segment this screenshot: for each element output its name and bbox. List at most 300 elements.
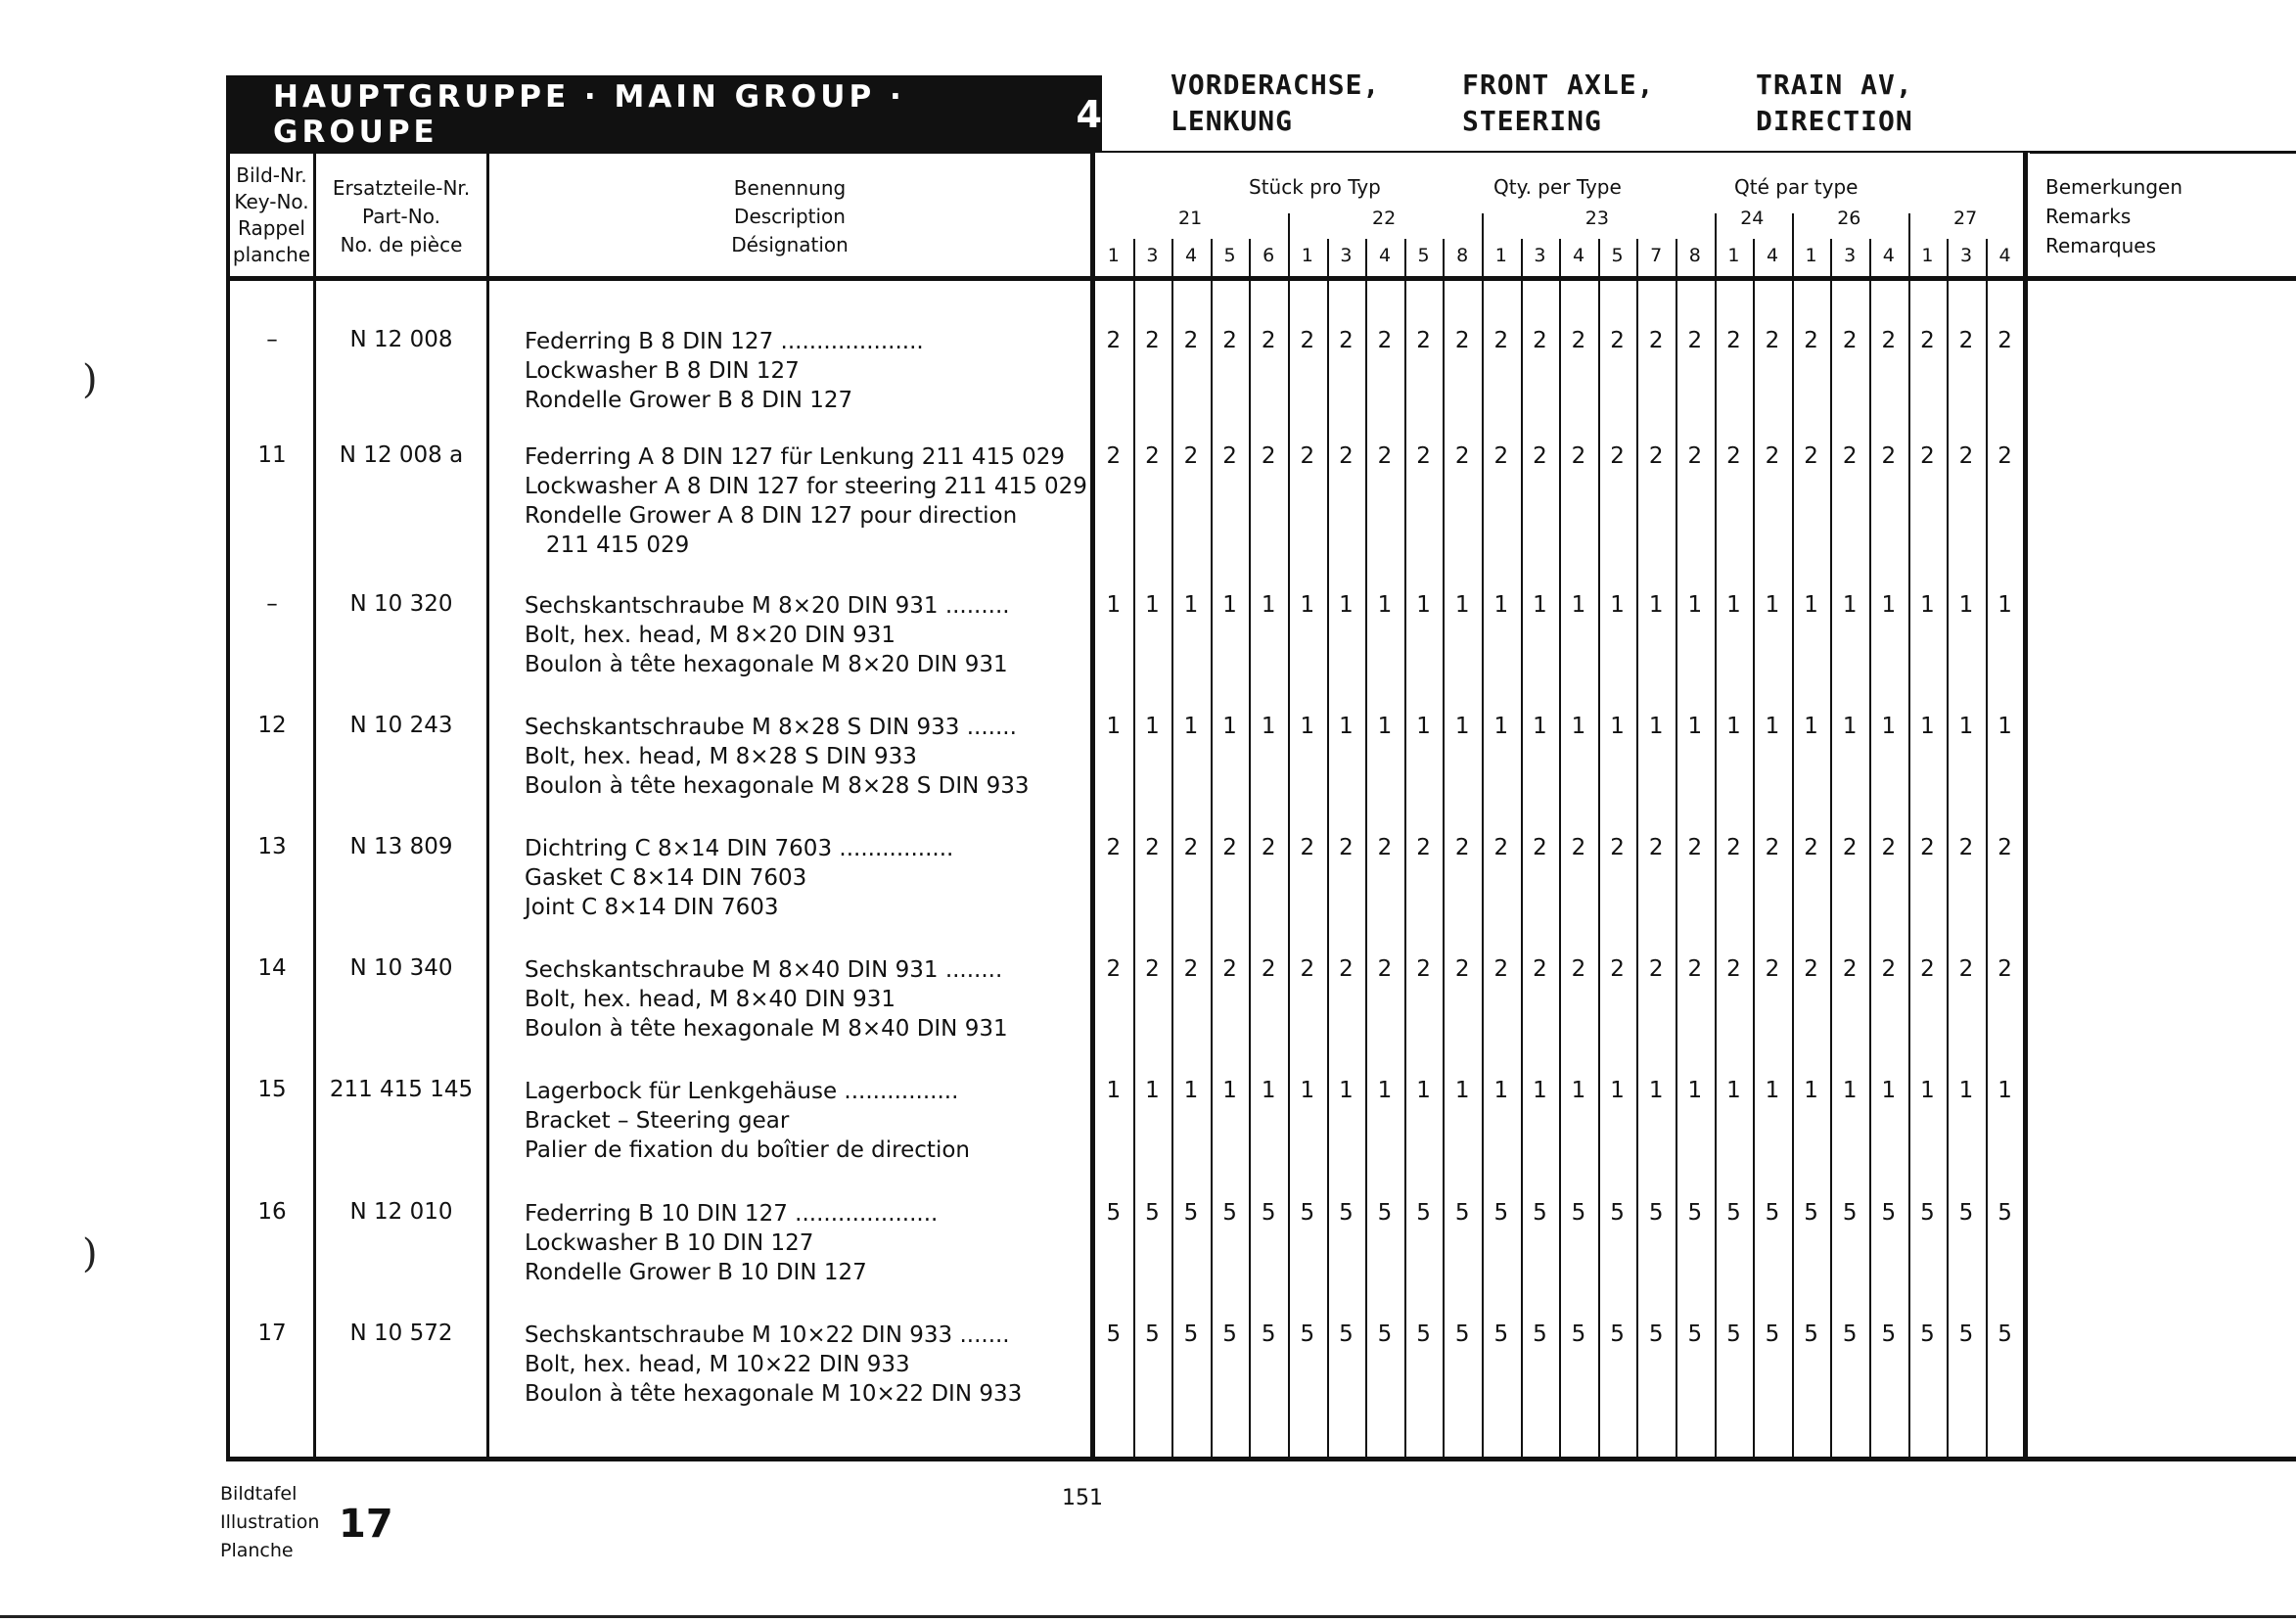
- sub-type-label: 1: [1805, 245, 1817, 266]
- qty-cell: 5: [1920, 1200, 1935, 1226]
- qty-cell: 1: [1339, 1078, 1354, 1103]
- qty-cell: 2: [1804, 328, 1818, 353]
- qty-cell: 2: [1300, 328, 1315, 353]
- qty-cell: 2: [1804, 443, 1818, 469]
- qty-cell: 2: [1339, 328, 1354, 353]
- qty-cell: 2: [1222, 443, 1237, 469]
- qty-column-rule: [1830, 239, 1832, 1459]
- description-line: 211 415 029: [525, 533, 690, 558]
- description-line: Sechskantschraube M 8×40 DIN 931 ........: [525, 957, 1003, 983]
- qty-cell: 2: [1958, 328, 1974, 353]
- qty-cell: 2: [1687, 956, 1703, 982]
- qty-cell: 2: [1416, 443, 1431, 469]
- qty-cell: 5: [1416, 1322, 1431, 1347]
- remarks-header-line: Bemerkungen: [2045, 175, 2183, 199]
- type-group-label: 26: [1837, 208, 1861, 229]
- sub-type-label: 3: [1340, 245, 1353, 266]
- qty-column-rule: [1559, 239, 1561, 1459]
- qty-cell: 1: [1261, 592, 1276, 618]
- qty-cell: 1: [1300, 592, 1315, 618]
- qty-cell: 2: [1222, 835, 1237, 860]
- qty-cell: 1: [1377, 1078, 1393, 1103]
- key-number: 12: [257, 713, 287, 738]
- qty-cell: 5: [1300, 1322, 1315, 1347]
- qty-cell: 1: [1726, 592, 1741, 618]
- sub-type-label: 1: [1301, 245, 1313, 266]
- qty-cell: 1: [1958, 1078, 1974, 1103]
- key-number: 15: [257, 1077, 287, 1102]
- key-number: 17: [257, 1321, 287, 1346]
- qty-cell: 5: [1145, 1200, 1160, 1226]
- qty-cell: 2: [1881, 835, 1897, 860]
- sub-type-label: 5: [1611, 245, 1624, 266]
- qty-cell: 2: [1106, 835, 1122, 860]
- qty-cell: 1: [1610, 1078, 1625, 1103]
- qty-cell: 2: [1493, 835, 1509, 860]
- sub-type-label: 3: [1959, 245, 1973, 266]
- qty-cell: 2: [1416, 328, 1431, 353]
- type-group-divider: [1288, 213, 1290, 241]
- qty-cell: 2: [1920, 443, 1935, 469]
- qty-cell: 1: [1533, 1078, 1547, 1103]
- qty-cell: 1: [1493, 714, 1509, 739]
- qty-cell: 5: [1533, 1322, 1547, 1347]
- qty-cell: 2: [1765, 443, 1780, 469]
- qty-cell: 2: [1765, 956, 1780, 982]
- qty-cell: 5: [1687, 1200, 1703, 1226]
- part-no-header-line: No. de pièce: [340, 233, 463, 256]
- qty-cell: 5: [1493, 1200, 1509, 1226]
- qty-cell: 1: [1842, 1078, 1858, 1103]
- qty-cell: 1: [1804, 714, 1818, 739]
- qty-cell: 2: [1804, 835, 1818, 860]
- qty-header-fr: Qté par type: [1734, 175, 1859, 199]
- qty-cell: 5: [1920, 1322, 1935, 1347]
- qty-cell: 1: [1145, 592, 1160, 618]
- qty-column-rule: [1908, 239, 1910, 1459]
- qty-cell: 2: [1261, 328, 1276, 353]
- description-header-line: Benennung: [733, 176, 847, 200]
- qty-cell: 1: [1571, 714, 1586, 739]
- remarks-header-line: Remarks: [2045, 205, 2132, 228]
- qty-cell: 1: [1881, 592, 1897, 618]
- qty-cell: 2: [1920, 328, 1935, 353]
- binder-mark: ): [82, 1231, 98, 1276]
- qty-cell: 2: [1648, 956, 1664, 982]
- qty-cell: 2: [1804, 956, 1818, 982]
- qty-cell: 1: [1687, 1078, 1703, 1103]
- qty-cell: 5: [1998, 1322, 2012, 1347]
- qty-cell: 2: [1687, 328, 1703, 353]
- qty-column-rule: [1249, 239, 1251, 1459]
- qty-column-rule: [1676, 239, 1677, 1459]
- qty-cell: 5: [1454, 1200, 1470, 1226]
- rule-top-qty: [1094, 151, 2030, 153]
- qty-cell: 1: [1998, 714, 2012, 739]
- qty-cell: 2: [1842, 328, 1858, 353]
- qty-cell: 1: [1377, 714, 1393, 739]
- qty-cell: 1: [1533, 592, 1547, 618]
- qty-cell: 2: [1183, 328, 1199, 353]
- description-line: Sechskantschraube M 8×28 S DIN 933 .......: [525, 715, 1017, 740]
- title-en-line: FRONT AXLE,: [1462, 69, 1655, 101]
- qty-cell: 5: [1958, 1322, 1974, 1347]
- qty-cell: 5: [1222, 1200, 1237, 1226]
- qty-cell: 2: [1571, 443, 1586, 469]
- qty-cell: 2: [1998, 443, 2012, 469]
- description-line: Bolt, hex. head, M 10×22 DIN 933: [525, 1352, 910, 1377]
- qty-cell: 2: [1998, 328, 2012, 353]
- key-no-header-line: Bild-Nr.: [236, 163, 307, 187]
- description-line: Federring B 8 DIN 127 ....................: [525, 329, 924, 354]
- sub-type-label: 3: [1844, 245, 1857, 266]
- sub-type-label: 4: [1998, 245, 2011, 266]
- key-no-header-line: Rappel: [238, 216, 305, 240]
- qty-cell: 2: [1533, 835, 1547, 860]
- qty-cell: 1: [1571, 1078, 1586, 1103]
- qty-cell: 2: [1377, 328, 1393, 353]
- key-no-header-line: planche: [232, 243, 311, 266]
- qty-cell: 2: [1300, 956, 1315, 982]
- qty-cell: 2: [1571, 328, 1586, 353]
- qty-cell: 1: [1261, 1078, 1276, 1103]
- qty-cell: 2: [1765, 835, 1780, 860]
- qty-cell: 1: [1300, 714, 1315, 739]
- qty-cell: 2: [1493, 443, 1509, 469]
- qty-cell: 5: [1261, 1200, 1276, 1226]
- qty-cell: 2: [1377, 443, 1393, 469]
- qty-cell: 2: [1881, 443, 1897, 469]
- qty-cell: 5: [1998, 1200, 2012, 1226]
- description-header: [489, 174, 1090, 259]
- qty-cell: 1: [1145, 1078, 1160, 1103]
- qty-cell: 2: [1454, 443, 1470, 469]
- description-line: Lockwasher A 8 DIN 127 for steering 211 415 029: [525, 474, 1087, 499]
- qty-cell: 1: [1881, 1078, 1897, 1103]
- qty-cell: 5: [1765, 1200, 1780, 1226]
- description-line: Dichtring C 8×14 DIN 7603 ................: [525, 836, 954, 861]
- qty-cell: 1: [1648, 1078, 1664, 1103]
- qty-cell: 1: [1804, 1078, 1818, 1103]
- part-description: [525, 442, 1087, 560]
- qty-cell: 2: [1610, 328, 1625, 353]
- qty-cell: 2: [1533, 443, 1547, 469]
- qty-column-rule: [1986, 239, 1988, 1459]
- part-description: [525, 1321, 1063, 1409]
- qty-cell: 2: [1454, 956, 1470, 982]
- qty-cell: 5: [1377, 1200, 1393, 1226]
- part-description: [525, 327, 1063, 415]
- description-line: Sechskantschraube M 10×22 DIN 933 .......: [525, 1322, 1010, 1348]
- part-no-header: [316, 174, 486, 259]
- qty-cell: 1: [1687, 714, 1703, 739]
- qty-cell: 1: [1183, 592, 1199, 618]
- title-fr-line: DIRECTION: [1756, 105, 1913, 137]
- qty-cell: 2: [1533, 328, 1547, 353]
- description-line: Bracket – Steering gear: [525, 1108, 790, 1134]
- qty-column-rule: [1792, 239, 1794, 1459]
- qty-cell: 5: [1610, 1322, 1625, 1347]
- qty-cell: 1: [1339, 592, 1354, 618]
- key-number: 16: [257, 1199, 287, 1225]
- qty-cell: 1: [1454, 1078, 1470, 1103]
- qty-cell: 2: [1493, 328, 1509, 353]
- sub-type-label: 1: [1494, 245, 1507, 266]
- qty-cell: 1: [1726, 1078, 1741, 1103]
- qty-cell: 2: [1648, 328, 1664, 353]
- qty-cell: 2: [1571, 956, 1586, 982]
- qty-cell: 2: [1533, 956, 1547, 982]
- qty-cell: 5: [1571, 1200, 1586, 1226]
- qty-cell: 1: [1533, 714, 1547, 739]
- qty-cell: 5: [1300, 1200, 1315, 1226]
- title-german: [1171, 67, 1380, 139]
- qty-cell: 1: [1842, 714, 1858, 739]
- qty-cell: 2: [1106, 328, 1122, 353]
- description-line: Joint C 8×14 DIN 7603: [525, 895, 779, 920]
- qty-cell: 2: [1222, 328, 1237, 353]
- description-line: Boulon à tête hexagonale M 8×28 S DIN 933: [525, 773, 1030, 799]
- part-description: [525, 713, 1063, 801]
- qty-cell: 1: [1106, 1078, 1122, 1103]
- sub-type-label: 4: [1766, 245, 1779, 266]
- qty-cell: 2: [1687, 443, 1703, 469]
- group-label: HAUPTGRUPPE · MAIN GROUP · GROUPE: [273, 78, 905, 150]
- part-description: [525, 955, 1063, 1043]
- qty-cell: 1: [1687, 592, 1703, 618]
- description-line: Lockwasher B 8 DIN 127: [525, 358, 800, 384]
- type-group-label: 24: [1740, 208, 1765, 229]
- qty-cell: 1: [1454, 592, 1470, 618]
- binder-mark: ): [82, 357, 98, 402]
- description-line: Boulon à tête hexagonale M 8×40 DIN 931: [525, 1016, 1008, 1042]
- sub-type-label: 3: [1146, 245, 1159, 266]
- qty-column-rule: [1443, 239, 1445, 1459]
- qty-cell: 2: [1145, 443, 1160, 469]
- qty-cell: 2: [1998, 956, 2012, 982]
- qty-column-rule: [1404, 239, 1406, 1459]
- qty-cell: 2: [1920, 835, 1935, 860]
- qty-column-rule: [1133, 239, 1135, 1459]
- qty-cell: 5: [1261, 1322, 1276, 1347]
- sub-type-label: 4: [1184, 245, 1198, 266]
- qty-cell: 1: [1493, 1078, 1509, 1103]
- title-fr-line: TRAIN AV,: [1756, 69, 1913, 101]
- qty-column-rule: [1753, 239, 1755, 1459]
- qty-cell: 2: [1145, 835, 1160, 860]
- qty-cell: 2: [1610, 956, 1625, 982]
- qty-cell: 2: [1183, 443, 1199, 469]
- qty-column-rule: [1598, 239, 1600, 1459]
- part-no-header-line: Ersatzteile-Nr.: [332, 176, 471, 200]
- qty-cell: 5: [1648, 1200, 1664, 1226]
- qty-cell: 5: [1183, 1322, 1199, 1347]
- description-line: Gasket C 8×14 DIN 7603: [525, 865, 807, 891]
- qty-cell: 5: [1377, 1322, 1393, 1347]
- qty-cell: 2: [1183, 956, 1199, 982]
- sub-type-label: 1: [1921, 245, 1934, 266]
- qty-cell: 5: [1610, 1200, 1625, 1226]
- qty-cell: 5: [1222, 1322, 1237, 1347]
- description-line: Rondelle Grower B 10 DIN 127: [525, 1260, 867, 1285]
- type-group-divider: [1482, 213, 1484, 241]
- qty-cell: 1: [1610, 714, 1625, 739]
- sub-type-label: 5: [1417, 245, 1430, 266]
- page-number: 151: [1062, 1486, 1103, 1510]
- description-line: Lagerbock für Lenkgehäuse ................: [525, 1079, 959, 1104]
- qty-cell: 1: [1222, 714, 1237, 739]
- rule-qty-end: [2023, 151, 2028, 1461]
- qty-cell: 1: [1454, 714, 1470, 739]
- qty-cell: 2: [1377, 835, 1393, 860]
- qty-cell: 5: [1533, 1200, 1547, 1226]
- qty-cell: 2: [1493, 956, 1509, 982]
- qty-cell: 2: [1183, 835, 1199, 860]
- description-line: Rondelle Grower B 8 DIN 127: [525, 388, 853, 413]
- qty-cell: 1: [1920, 1078, 1935, 1103]
- title-de-line: LENKUNG: [1171, 105, 1294, 137]
- qty-cell: 2: [1881, 956, 1897, 982]
- qty-cell: 2: [1726, 835, 1741, 860]
- type-group-divider: [1715, 213, 1717, 241]
- qty-cell: 1: [1804, 592, 1818, 618]
- qty-cell: 2: [1106, 443, 1122, 469]
- qty-cell: 1: [1765, 714, 1780, 739]
- description-line: Boulon à tête hexagonale M 8×20 DIN 931: [525, 652, 1008, 677]
- qty-cell: 1: [1183, 1078, 1199, 1103]
- qty-cell: 2: [1958, 835, 1974, 860]
- qty-cell: 5: [1958, 1200, 1974, 1226]
- qty-column-rule: [1327, 239, 1329, 1459]
- qty-cell: 2: [1261, 835, 1276, 860]
- qty-cell: 1: [1222, 592, 1237, 618]
- qty-cell: 5: [1726, 1322, 1741, 1347]
- qty-cell: 5: [1571, 1322, 1586, 1347]
- qty-cell: 2: [1765, 328, 1780, 353]
- type-group-divider: [1792, 213, 1794, 241]
- qty-cell: 2: [1416, 835, 1431, 860]
- rule-top-left: [226, 151, 1094, 154]
- description-line: Sechskantschraube M 8×20 DIN 931 .........: [525, 593, 1010, 619]
- sub-type-label: 8: [1456, 245, 1469, 266]
- qty-cell: 5: [1881, 1322, 1897, 1347]
- key-number: 11: [257, 442, 287, 468]
- rule-top-remarks: [2030, 151, 2296, 154]
- qty-cell: 2: [1687, 835, 1703, 860]
- description-line: Rondelle Grower A 8 DIN 127 pour direction: [525, 503, 1018, 529]
- sub-type-label: 7: [1650, 245, 1663, 266]
- part-number: 211 415 145: [329, 1077, 474, 1102]
- qty-cell: 1: [1610, 592, 1625, 618]
- group-number: 4: [1076, 92, 1102, 136]
- key-no-header: [230, 162, 313, 268]
- part-description: [525, 1199, 1063, 1287]
- key-number: 13: [257, 834, 287, 859]
- part-number: N 10 243: [349, 713, 453, 738]
- qty-cell: 1: [1106, 592, 1122, 618]
- qty-cell: 1: [1765, 1078, 1780, 1103]
- qty-header-de: Stück pro Typ: [1249, 175, 1381, 199]
- sub-type-label: 5: [1223, 245, 1236, 266]
- qty-cell: 1: [1416, 592, 1431, 618]
- qty-cell: 1: [1300, 1078, 1315, 1103]
- type-group-label: 22: [1372, 208, 1397, 229]
- qty-cell: 2: [1610, 835, 1625, 860]
- qty-cell: 2: [1726, 328, 1741, 353]
- qty-column-rule: [1482, 239, 1484, 1459]
- type-group-label: 21: [1178, 208, 1203, 229]
- qty-cell: 1: [1920, 714, 1935, 739]
- type-group-label: 27: [1953, 208, 1978, 229]
- qty-cell: 1: [1726, 714, 1741, 739]
- qty-header-en: Qty. per Type: [1493, 175, 1622, 199]
- qty-cell: 2: [1958, 956, 1974, 982]
- qty-cell: 2: [1106, 956, 1122, 982]
- qty-cell: 5: [1726, 1200, 1741, 1226]
- qty-cell: 2: [1145, 328, 1160, 353]
- qty-cell: 1: [1416, 1078, 1431, 1103]
- qty-cell: 1: [1998, 592, 2012, 618]
- qty-cell: 1: [1377, 592, 1393, 618]
- part-description: [525, 1077, 1063, 1165]
- qty-cell: 2: [1881, 328, 1897, 353]
- sub-type-label: 3: [1534, 245, 1546, 266]
- qty-cell: 2: [1339, 956, 1354, 982]
- qty-cell: 5: [1454, 1322, 1470, 1347]
- qty-cell: 2: [1920, 956, 1935, 982]
- sub-type-label: 4: [1378, 245, 1392, 266]
- qty-cell: 1: [1920, 592, 1935, 618]
- qty-cell: 5: [1804, 1322, 1818, 1347]
- qty-column-rule: [1869, 239, 1871, 1459]
- qty-cell: 2: [1648, 835, 1664, 860]
- qty-column-rule: [1715, 239, 1717, 1459]
- title-en-line: STEERING: [1462, 105, 1602, 137]
- title-english: [1462, 67, 1654, 139]
- qty-cell: 2: [1726, 956, 1741, 982]
- qty-cell: 2: [1222, 956, 1237, 982]
- type-group-label: 23: [1584, 208, 1609, 229]
- page-edge-line: [0, 1615, 2296, 1618]
- part-number: N 10 572: [349, 1321, 453, 1346]
- qty-cell: 1: [1958, 592, 1974, 618]
- qty-cell: 5: [1106, 1200, 1122, 1226]
- qty-cell: 5: [1842, 1200, 1858, 1226]
- plate-number: 17: [339, 1502, 393, 1547]
- qty-cell: 2: [1842, 835, 1858, 860]
- qty-cell: 1: [1493, 592, 1509, 618]
- qty-column-rule: [1636, 239, 1638, 1459]
- qty-cell: 2: [1842, 956, 1858, 982]
- qty-column-rule: [1171, 239, 1173, 1459]
- qty-cell: 5: [1183, 1200, 1199, 1226]
- qty-column-rule: [1288, 239, 1290, 1459]
- description-line: Bolt, hex. head, M 8×28 S DIN 933: [525, 744, 917, 769]
- remarks-header: [2045, 172, 2182, 260]
- description-line: Bolt, hex. head, M 8×40 DIN 931: [525, 987, 896, 1012]
- qty-cell: 2: [1648, 443, 1664, 469]
- qty-cell: 5: [1842, 1322, 1858, 1347]
- qty-cell: 2: [1145, 956, 1160, 982]
- part-description: [525, 591, 1063, 679]
- qty-cell: 1: [1416, 714, 1431, 739]
- qty-cell: 2: [1842, 443, 1858, 469]
- key-number: –: [266, 591, 278, 617]
- qty-cell: 2: [1610, 443, 1625, 469]
- qty-cell: 1: [1958, 714, 1974, 739]
- qty-cell: 5: [1145, 1322, 1160, 1347]
- qty-cell: 1: [1998, 1078, 2012, 1103]
